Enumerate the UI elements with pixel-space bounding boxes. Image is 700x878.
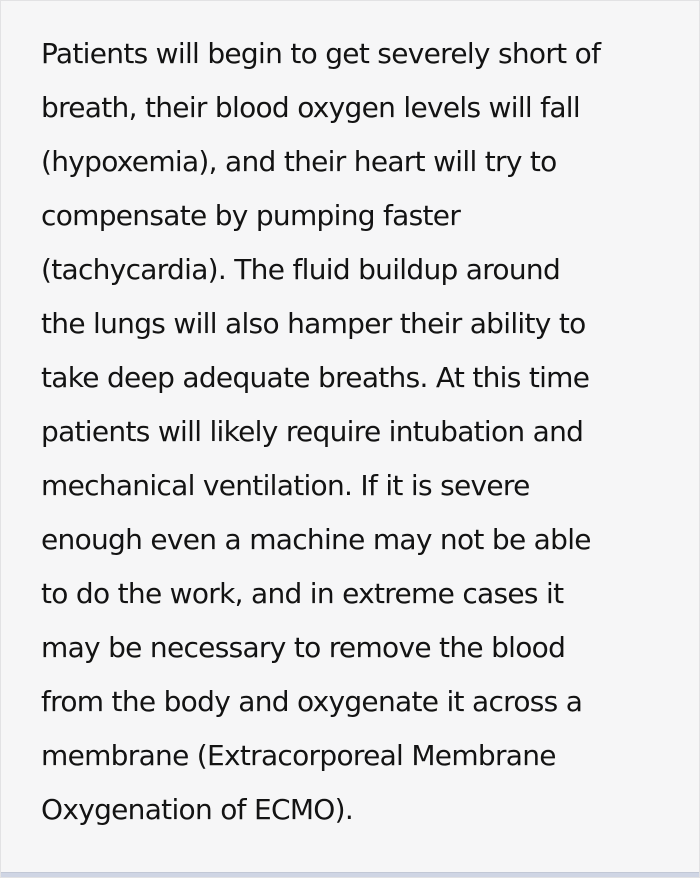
text-line: take deep adequate breaths. At this time [41,361,590,394]
text-line: from the body and oxygenate it across a [41,685,583,718]
text-line: the lungs will also hamper their ability to [41,307,586,340]
text-line: enough even a machine may not be able [41,523,591,556]
text-line: Oxygenation of ECMO). [41,793,354,826]
text-line: breath, their blood oxygen levels will fall [41,91,580,124]
text-line: Patients will begin to get severely short of [41,37,601,70]
text-line: may be necessary to remove the blood [41,631,566,664]
paragraph [41,27,669,837]
text-line: patients will likely require intubation and [41,415,584,448]
text-line: (tachycardia). The fluid buildup around [41,253,561,286]
text-line: to do the work, and in extreme cases it [41,577,564,610]
text-line: mechanical ventilation. If it is severe [41,469,530,502]
text-line: compensate by pumping faster [41,199,461,232]
text-line: (hypoxemia), and their heart will try to [41,145,557,178]
bottom-edge-bar [1,872,699,877]
text-line: membrane (Extracorporeal Membrane [41,739,556,772]
